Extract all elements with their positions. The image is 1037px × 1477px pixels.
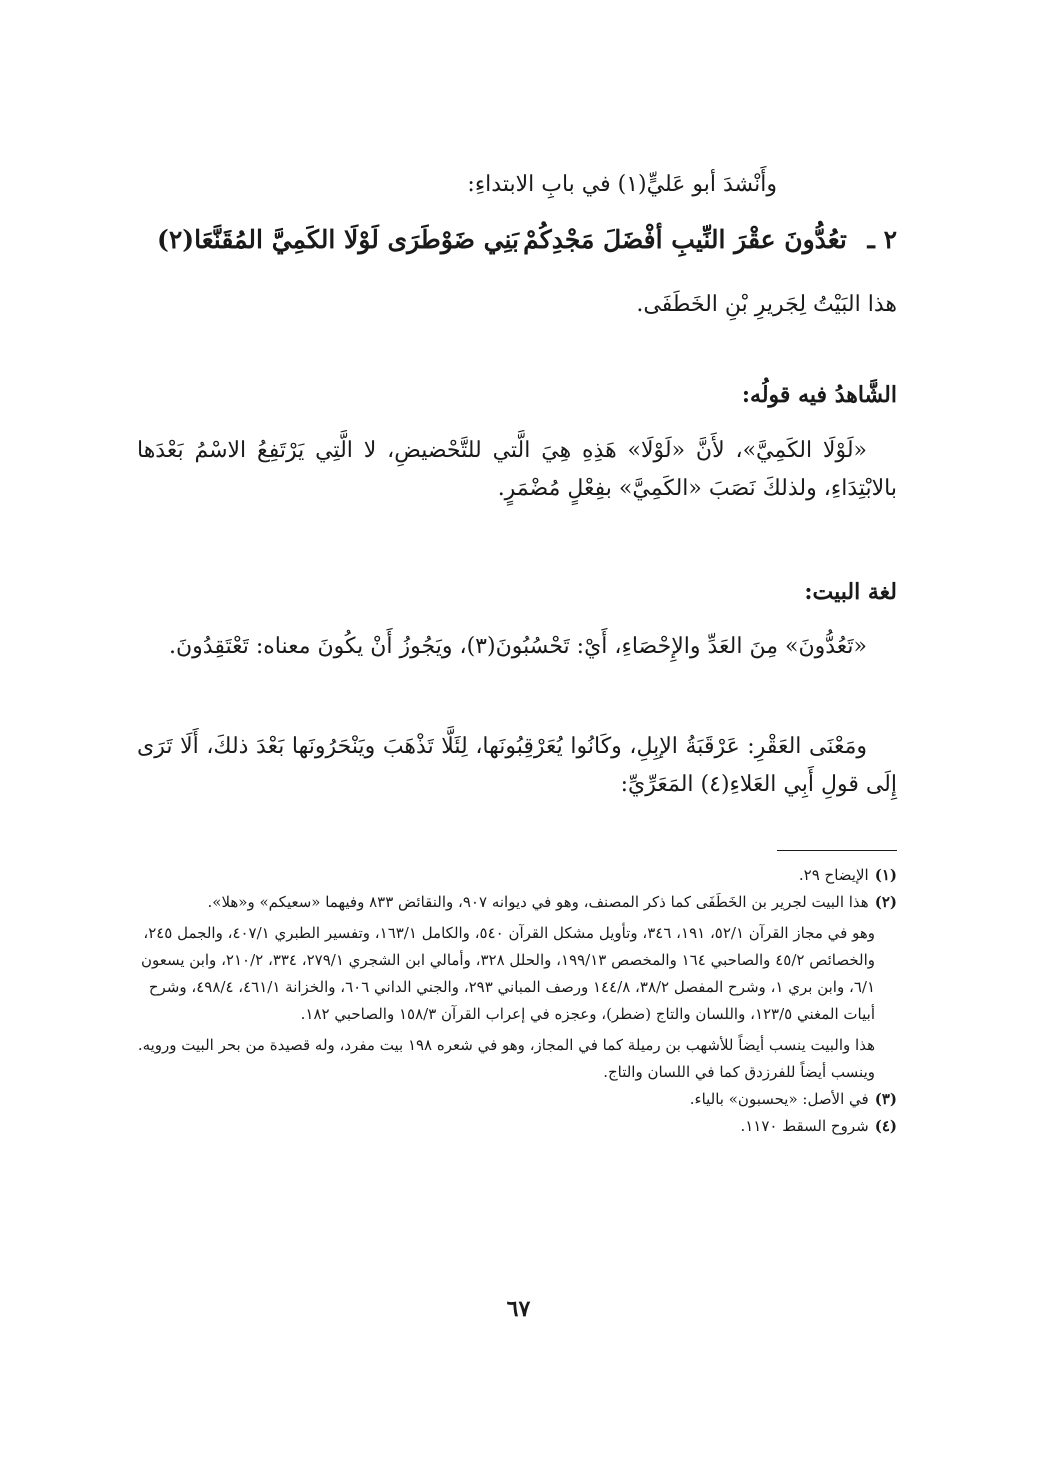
footnote-number: (٤)	[874, 1117, 897, 1135]
footnote-3	[137, 1086, 897, 1113]
section-heading-evidence: الشَّاهدُ فيه قولُه:	[741, 382, 897, 408]
verse-attribution: هذا البَيْتُ لِجَريرِ بْنِ الخَطَفَى.	[636, 292, 897, 317]
verse-second-hemistich: بَنِي ضَوْطَرَى لَوْلَا الكَمِيَّ المُقَنَّعَا(٢)	[157, 225, 519, 254]
footnote-number: (٢)	[874, 893, 897, 911]
footnotes	[137, 862, 897, 1140]
footnote-1	[137, 862, 897, 889]
footnote-2-references: وهو في مجاز القرآن ٥٢/١، ١٩١، ٣٤٦، وتأويل مشكل القرآن ٥٤٠، والكامل ١٦٣/١، وتفسير الطبري ٤٠٧/١، والجمل ٢٤٥، والخصائص ٤٥/٢ والصاحبي ١٦٤ والمخصص ١٩٩/١٣، والحلل ٣٢٨، وأمالي ابن الشجري ٢٧٩/١، ٣٣٤، ٢١٠/٢، وابن يسعون ٦/١، وابن بري ١، وشرح المفصل ٣٨/٢، ١٤٤/٨ ورصف المباني ٢٩٣، والجني الداني ٦٠٦، والخزانة ٤٦١/١، ٤٩٨/٤، وشرح أبيات المغني ١٢٣/٥، واللسان والتاج (ضطر)، وعجزه في إعراب القرآن ١٥٨/٣ والصاحبي ١٨٢.	[140, 924, 875, 1023]
section-heading-language: لغة البيت:	[804, 579, 897, 605]
footnote-text: الإيضاح ٢٩.	[798, 866, 869, 884]
verse-first-hemistich-text: تعُدُّونَ عقْرَ النِّيبِ أفْضَلَ مَجْدِكُمْ	[523, 225, 847, 254]
footnote-text: هذا البيت لجرير بن الخَطَفَى كما ذكر المصنف، وهو في ديوانه ٩٠٧، والنقائض ٨٣٣ وفيهما «سعيكم» و«هلا».	[207, 893, 869, 911]
poetry-verse	[157, 220, 897, 260]
footnote-text: في الأصل: «يحسبون» بالياء.	[689, 1090, 869, 1108]
paragraph-evidence: «لَوْلَا الكَمِيَّ»، لأَنَّ «لَوْلَا» هَذِهِ هِيَ الَّتي للتَّحْضيضِ، لا الَّتِي يَرْتَفِعُ الاسْمُ بَعْدَها بالابْتِدَاءِ، ولذلكَ نَصَبَ «الكَمِيَّ» بفِعْلٍ مُضْمَرٍ.	[137, 438, 897, 501]
footnote-2	[137, 889, 897, 916]
page-number: ٦٧	[506, 1296, 531, 1322]
footnote-text: شروح السقط ١١٧٠.	[740, 1117, 869, 1135]
verse-intro: وأَنْشدَ أبو عَليٍّ(١) في بابِ الابتداءِ:	[467, 172, 777, 197]
footnote-number: (٣)	[874, 1090, 897, 1108]
footnote-divider	[777, 850, 897, 851]
verse-first-hemistich	[523, 220, 897, 260]
footnote-number: (١)	[874, 866, 897, 884]
footnote-2-extra: هذا والبيت ينسب أيضاً للأشهب بن رميلة كما في المجاز، وهو في شعره ١٩٨ بيت مفرد، وله قصيدة من بحر البيت ورويه. وينسب أيضاً للفرزدق كما في اللسان والتاج.	[137, 1036, 875, 1081]
paragraph-language-2: ومَعْنَى العَقْرِ: عَرْقَبَةُ الإبِلِ، وكَانُوا يُعَرْقِبُونَها، لِئَلَّا تَذْهَبَ ويَنْحَرُونَها بَعْدَ ذلكَ، أَلَا تَرَى إِلَى قولِ أَبِي العَلاءِ(٤) المَعَرِّيِّ:	[137, 734, 897, 797]
footnote-4	[137, 1113, 897, 1140]
paragraph-language-1: «تَعُدُّونَ» مِنَ العَدِّ والإِحْصَاءِ، أَيْ: تَحْسُبُونَ(٣)، ويَجُوزُ أَنْ يكُونَ معناه: تَعْتَقِدُونَ.	[169, 634, 867, 659]
verse-number: ٢ ـ	[867, 225, 897, 254]
